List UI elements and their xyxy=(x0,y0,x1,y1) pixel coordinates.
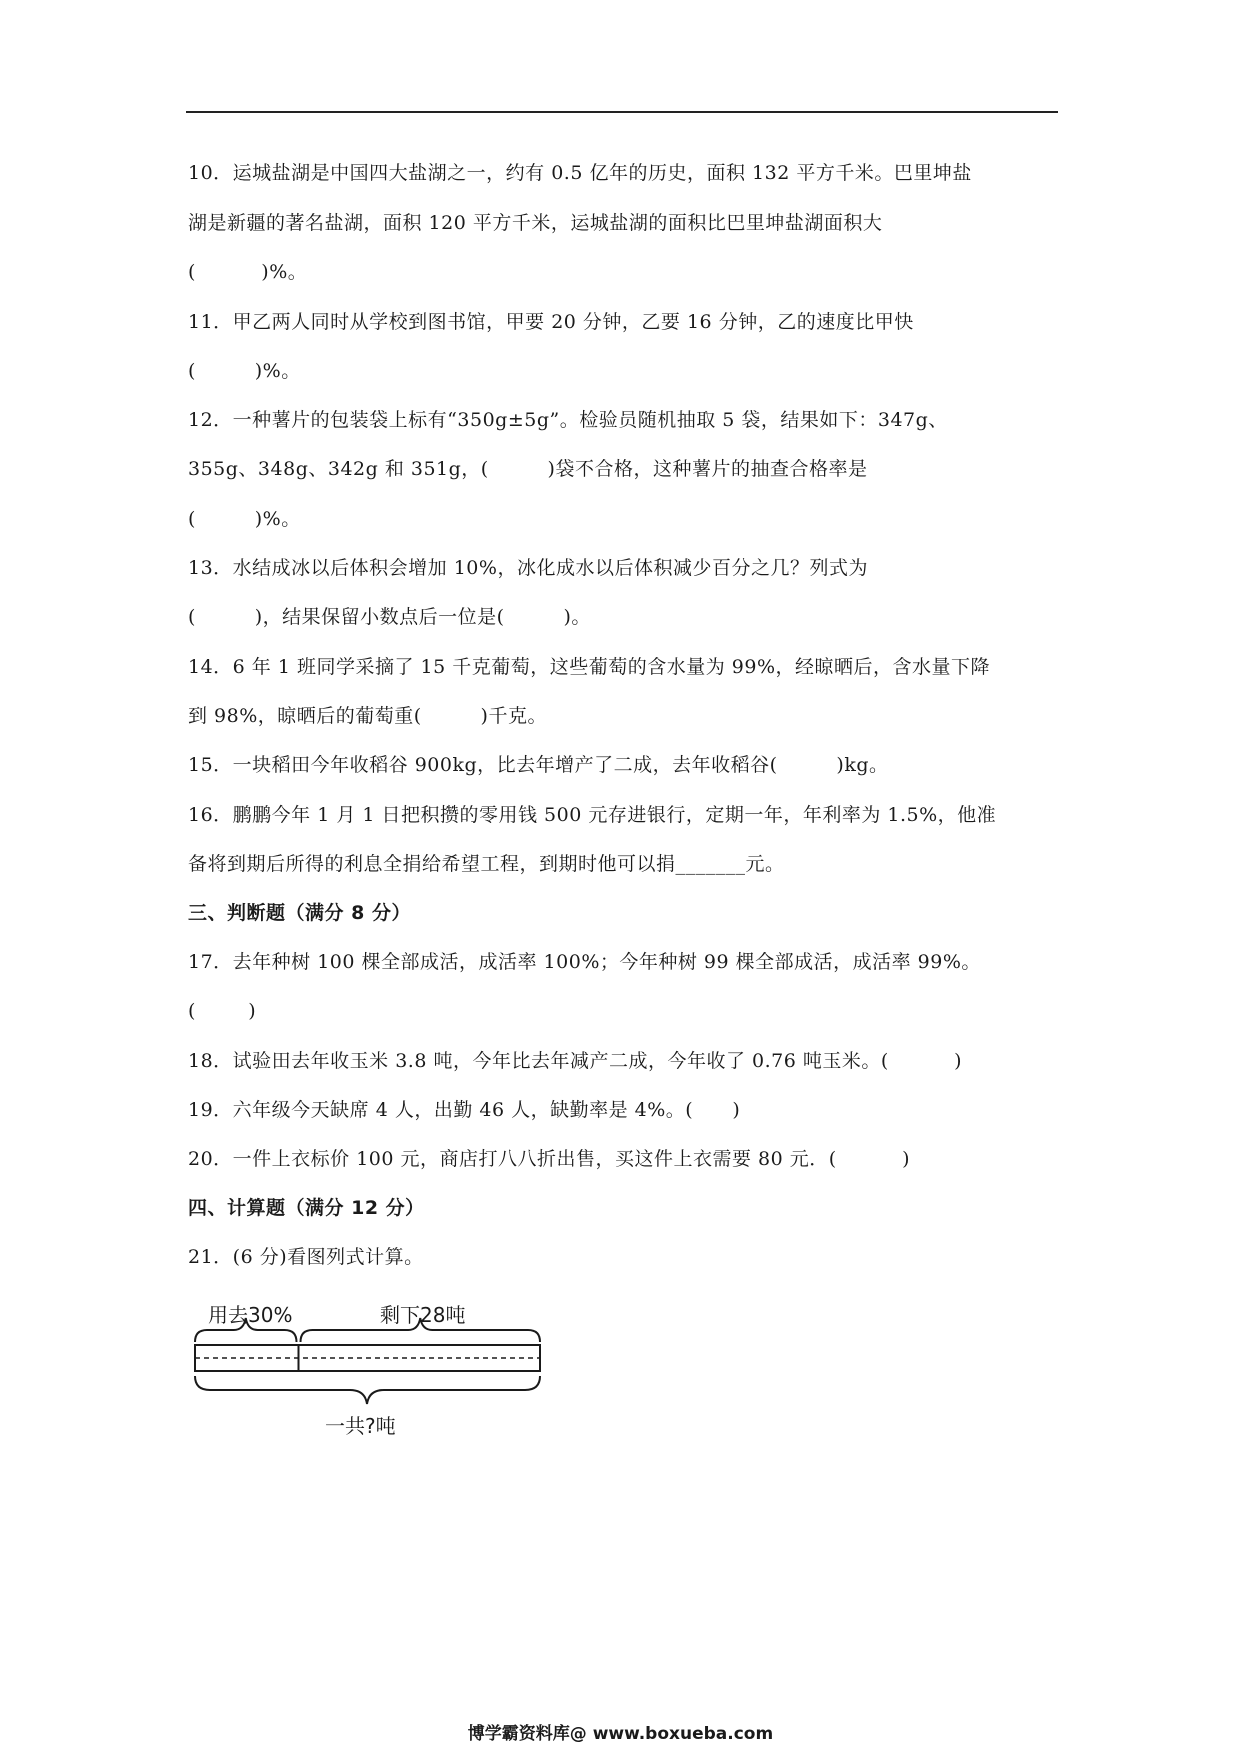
question-11-line-1: 11．甲乙两人同时从学校到图书馆，甲要 20 分钟，乙要 16 分钟，乙的速度比甲快 xyxy=(188,311,914,333)
question-21: 21．(6 分)看图列式计算。 xyxy=(188,1246,424,1268)
label-total: 一共?吨 xyxy=(325,1414,396,1438)
top-brace-remaining xyxy=(301,1318,541,1342)
line-segment-diagram xyxy=(190,1290,550,1450)
question-12-answer-blank: ( )%。 xyxy=(188,508,301,530)
question-14-line-1: 14．6 年 1 班同学采摘了 15 千克葡萄，这些葡萄的含水量为 99%，经晾晒后，含水量下降 xyxy=(188,656,991,678)
question-16-line-2: 备将到期后所得的利息全捐给希望工程，到期时他可以捐_______元。 xyxy=(188,853,785,875)
question-20: 20．一件上衣标价 100 元，商店打八八折出售，买这件上衣需要 80 元．( ) xyxy=(188,1148,910,1170)
question-10-line-2: 湖是新疆的著名盐湖，面积 120 平方千米，运城盐湖的面积比巴里坤盐湖面积大 xyxy=(188,212,883,234)
question-14-line-2: 到 98%，晾晒后的葡萄重( )千克。 xyxy=(188,705,547,727)
question-17-answer-blank: ( ) xyxy=(188,1000,257,1022)
question-12-line-1: 12．一种薯片的包装袋上标有“350g±5g”。检验员随机抽取 5 袋，结果如下：347g、 xyxy=(188,409,948,431)
question-10-line-1: 10．运城盐湖是中国四大盐湖之一，约有 0.5 亿年的历史，面积 132 平方千米。巴里坤盐 xyxy=(188,162,972,184)
question-17-line-1: 17．去年种树 100 棵全部成活，成活率 100%；今年种树 99 棵全部成活，成活率 99%。 xyxy=(188,951,981,973)
header-rule xyxy=(186,111,1058,113)
question-18: 18．试验田去年收玉米 3.8 吨，今年比去年减产二成，今年收了 0.76 吨玉米。( ) xyxy=(188,1050,963,1072)
question-13-line-1: 13．水结成冰以后体积会增加 10%，冰化成水以后体积减少百分之几？列式为 xyxy=(188,557,868,579)
question-19: 19．六年级今天缺席 4 人，出勤 46 人，缺勤率是 4%。( ) xyxy=(188,1099,741,1121)
section-heading-judgement: 三、判断题（满分 8 分） xyxy=(188,902,411,924)
question-10-answer-blank: ( )%。 xyxy=(188,261,308,283)
label-used: 用去30% xyxy=(208,1303,293,1327)
label-remaining: 剩下28吨 xyxy=(380,1303,466,1327)
question-16-line-1: 16．鹏鹏今年 1 月 1 日把积攒的零用钱 500 元存进银行，定期一年，年利率为 1.5%，他准 xyxy=(188,804,997,826)
bottom-brace-total xyxy=(195,1376,540,1404)
footer-watermark: 博学霸资料库@ www.boxueba.com xyxy=(467,1724,774,1744)
question-12-line-2: 355g、348g、342g 和 351g，( )袋不合格，这种薯片的抽查合格率是 xyxy=(188,458,868,480)
question-13-line-2: ( )，结果保留小数点后一位是( )。 xyxy=(188,606,591,628)
question-11-answer-blank: ( )%。 xyxy=(188,360,301,382)
question-15: 15．一块稻田今年收稻谷 900kg，比去年增产了二成，去年收稻谷( )kg。 xyxy=(188,754,889,776)
section-heading-calculation: 四、计算题（满分 12 分） xyxy=(188,1197,425,1219)
